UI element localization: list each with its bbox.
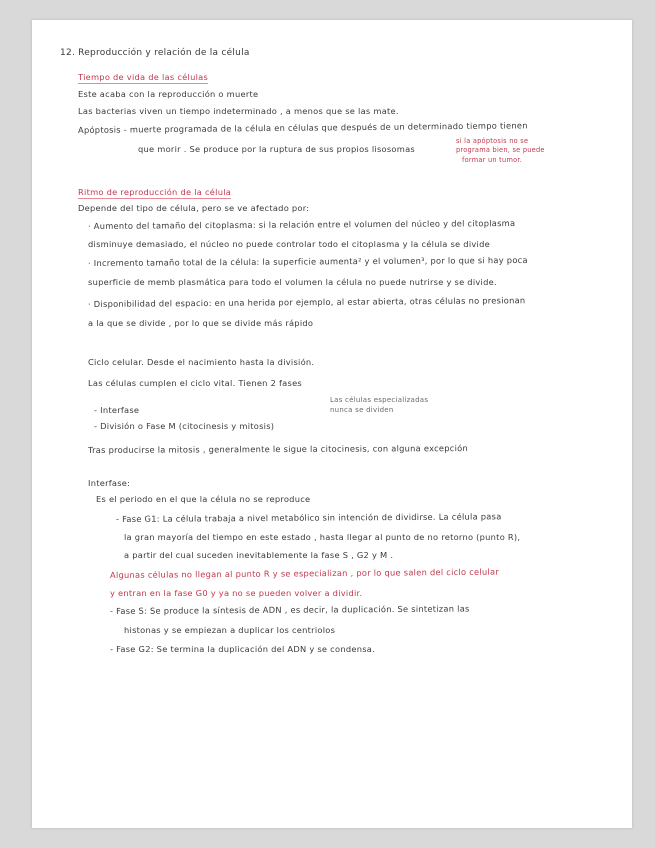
margin-note-apoptosis: formar un tumor. bbox=[462, 156, 523, 164]
note-line: superficie de memb plasmática para todo el volumen la célula no puede nutrirse y se divide. bbox=[88, 277, 497, 287]
note-line: a partir del cual suceden inevitablemente la fase S , G2 y M . bbox=[124, 550, 394, 560]
note-line: - Fase S: Se produce la síntesis de ADN , es decir, la duplicación. Se sintetizan las bbox=[109, 603, 470, 616]
note-line: - Fase G2: Se termina la duplicación del ADN y se condensa. bbox=[110, 644, 375, 654]
note-line: Tras producirse la mitosis , generalmente le sigue la citocinesis, con alguna excepción bbox=[87, 443, 469, 455]
page-title: 12. Reproducción y relación de la célula bbox=[60, 48, 250, 58]
margin-note-apoptosis: programa bien, se puede bbox=[456, 146, 545, 154]
margin-note-apoptosis: si la apóptosis no se bbox=[456, 137, 529, 145]
note-line: - Interfase bbox=[94, 405, 140, 415]
note-line: · Disponibilidad del espacio: en una herida por ejemplo, al estar abierta, otras células no presionan bbox=[87, 295, 526, 309]
note-line: · Aumento del tamaño del citoplasma: si la relación entre el volumen del núcleo y del citoplasma bbox=[87, 218, 516, 231]
note-line: la gran mayoría del tiempo en este estado , hasta llegar al punto de no retorno (punto R), bbox=[124, 532, 521, 542]
note-line: histonas y se empiezan a duplicar los centriolos bbox=[124, 625, 336, 635]
note-line: · Incremento tamaño total de la célula: la superficie aumenta² y el volumen³, por lo que si hay poca bbox=[87, 254, 528, 268]
note-line: que morir . Se produce por la ruptura de sus propios lisosomas bbox=[138, 144, 415, 154]
notebook-page bbox=[32, 20, 632, 828]
note-line: disminuye demasiado, el núcleo no puede controlar todo el citoplasma y la célula se divide bbox=[88, 239, 490, 249]
note-line-highlight: Algunas células no llegan al punto R y se especializan , por lo que salen del ciclo celular bbox=[109, 566, 500, 580]
note-line: Este acaba con la reproducción o muerte bbox=[78, 89, 259, 99]
note-line: Ciclo celular. Desde el nacimiento hasta la división. bbox=[88, 357, 315, 367]
note-line: Las bacterias viven un tiempo indeterminado , a menos que se las mate. bbox=[78, 106, 399, 116]
section-heading-rhythm: Ritmo de reproducción de la célula bbox=[78, 187, 232, 197]
note-line: Es el periodo en el que la célula no se reproduce bbox=[96, 494, 311, 504]
note-line: Apóptosis - muerte programada de la célula en células que después de un determinado tiempo tienen bbox=[77, 120, 528, 135]
note-line: - División o Fase M (citocinesis y mitosis) bbox=[94, 421, 275, 431]
note-line: - Fase G1: La célula trabaja a nivel metabólico sin intención de dividirse. La célula pasa bbox=[115, 511, 502, 524]
margin-note-specialized: nunca se dividen bbox=[330, 406, 394, 414]
section-heading-lifetime: Tiempo de vida de las células bbox=[78, 72, 209, 82]
note-line-highlight: y entran en la fase G0 y ya no se pueden volver a dividir. bbox=[110, 588, 363, 598]
margin-note-specialized: Las células especializadas bbox=[330, 396, 429, 404]
note-line: Depende del tipo de célula, pero se ve afectado por: bbox=[78, 203, 310, 213]
note-line: Las células cumplen el ciclo vital. Tienen 2 fases bbox=[88, 378, 302, 388]
note-line: a la que se divide , por lo que se divide más rápido bbox=[88, 318, 314, 328]
section-heading-interphase: Interfase: bbox=[88, 478, 131, 488]
